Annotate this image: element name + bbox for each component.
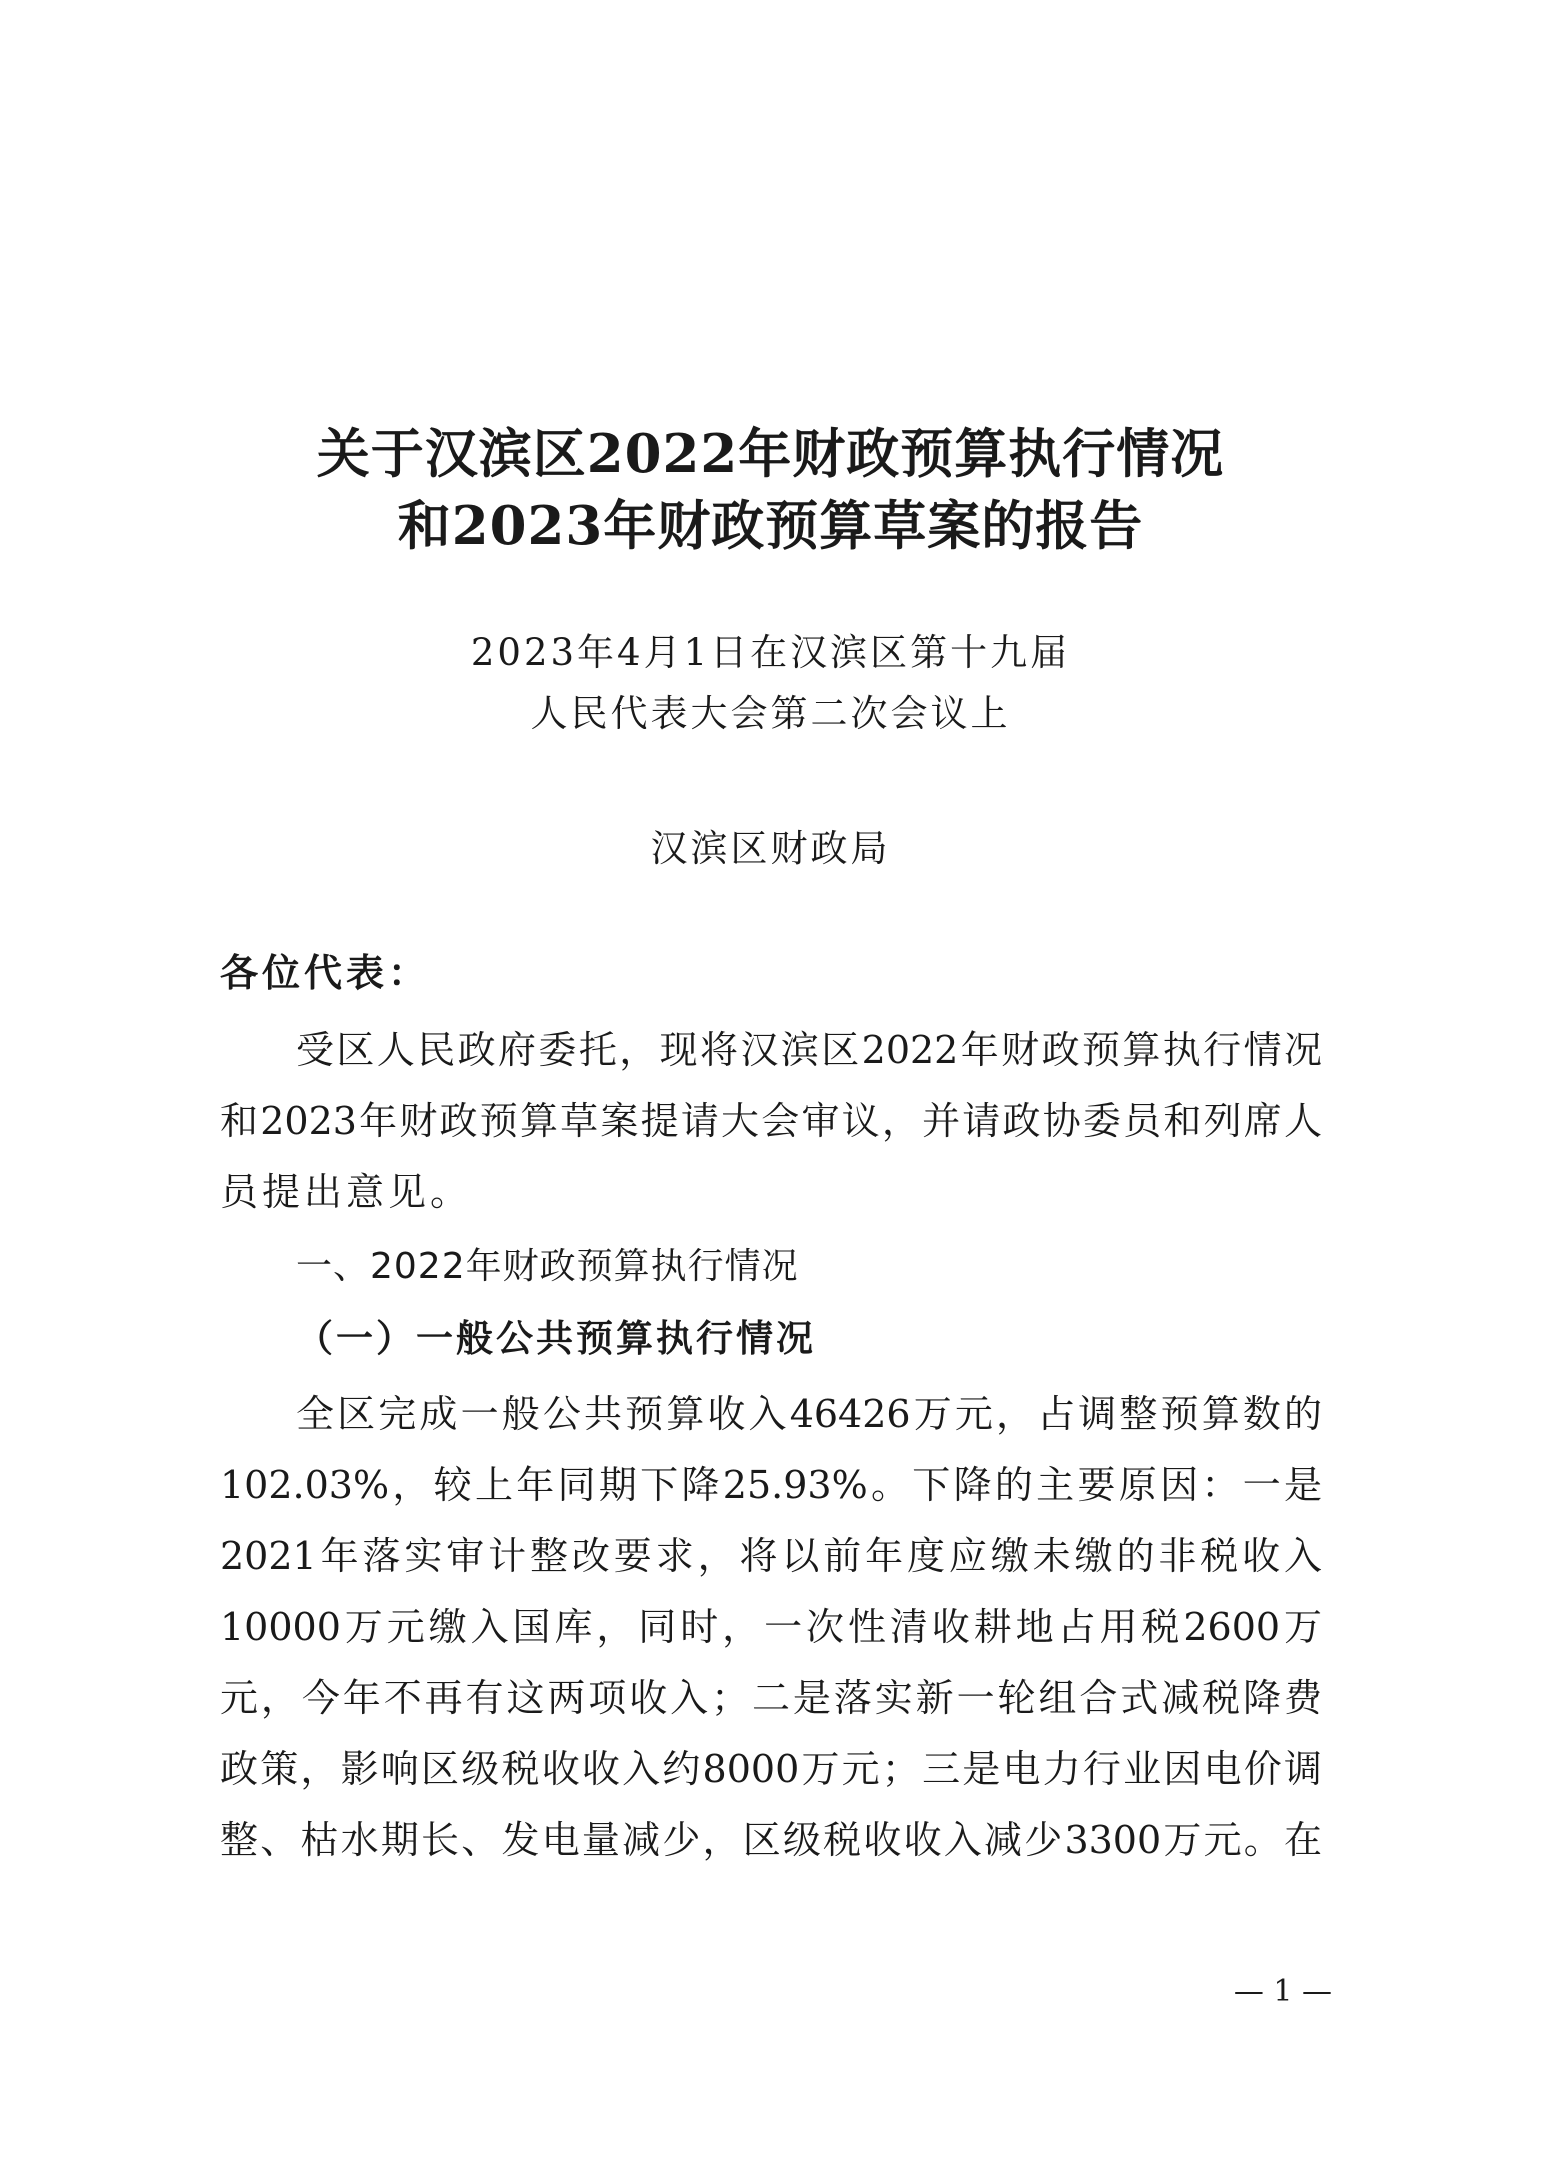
meeting-info-line-2: 人民代表大会第二次会议上 <box>530 692 1011 735</box>
author: 汉滨区财政局 <box>650 827 891 870</box>
subsection-heading: （一）一般公共预算执行情况 <box>296 1316 816 1360</box>
section-heading: 一、2022年财政预算执行情况 <box>296 1246 799 1287</box>
report-title-line-2: 和2023年财政预算草案的报告 <box>397 495 1144 557</box>
body-line-7: 整、枯水期长、发电量减少，区级税收收入减少3300万元。在 <box>220 1818 1322 1862</box>
body-line-5: 元，今年不再有这两项收入；二是落实新一轮组合式减税降费 <box>220 1676 1322 1720</box>
intro-line-2: 和2023年财政预算草案提请大会审议，并请政协委员和列席人 <box>220 1099 1322 1143</box>
page-number: — 1 — <box>1233 1974 1332 2009</box>
report-title-line-1: 关于汉滨区2022年财政预算执行情况 <box>316 423 1225 485</box>
greeting: 各位代表： <box>220 950 431 995</box>
body-line-2: 102.03%，较上年同期下降25.93%。下降的主要原因：一是 <box>220 1463 1322 1507</box>
body-line-1: 全区完成一般公共预算收入46426万元，占调整预算数的 <box>296 1392 1322 1436</box>
body-line-4: 10000万元缴入国库，同时，一次性清收耕地占用税2600万 <box>220 1605 1322 1649</box>
intro-line-3: 员提出意见。 <box>220 1170 473 1214</box>
body-line-6: 政策，影响区级税收收入约8000万元；三是电力行业因电价调 <box>220 1747 1322 1791</box>
meeting-info-line-1: 2023年4月1日在汉滨区第十九届 <box>470 631 1071 674</box>
intro-line-1: 受区人民政府委托，现将汉滨区2022年财政预算执行情况 <box>296 1028 1322 1072</box>
body-line-3: 2021年落实审计整改要求，将以前年度应缴未缴的非税收入 <box>220 1534 1322 1578</box>
